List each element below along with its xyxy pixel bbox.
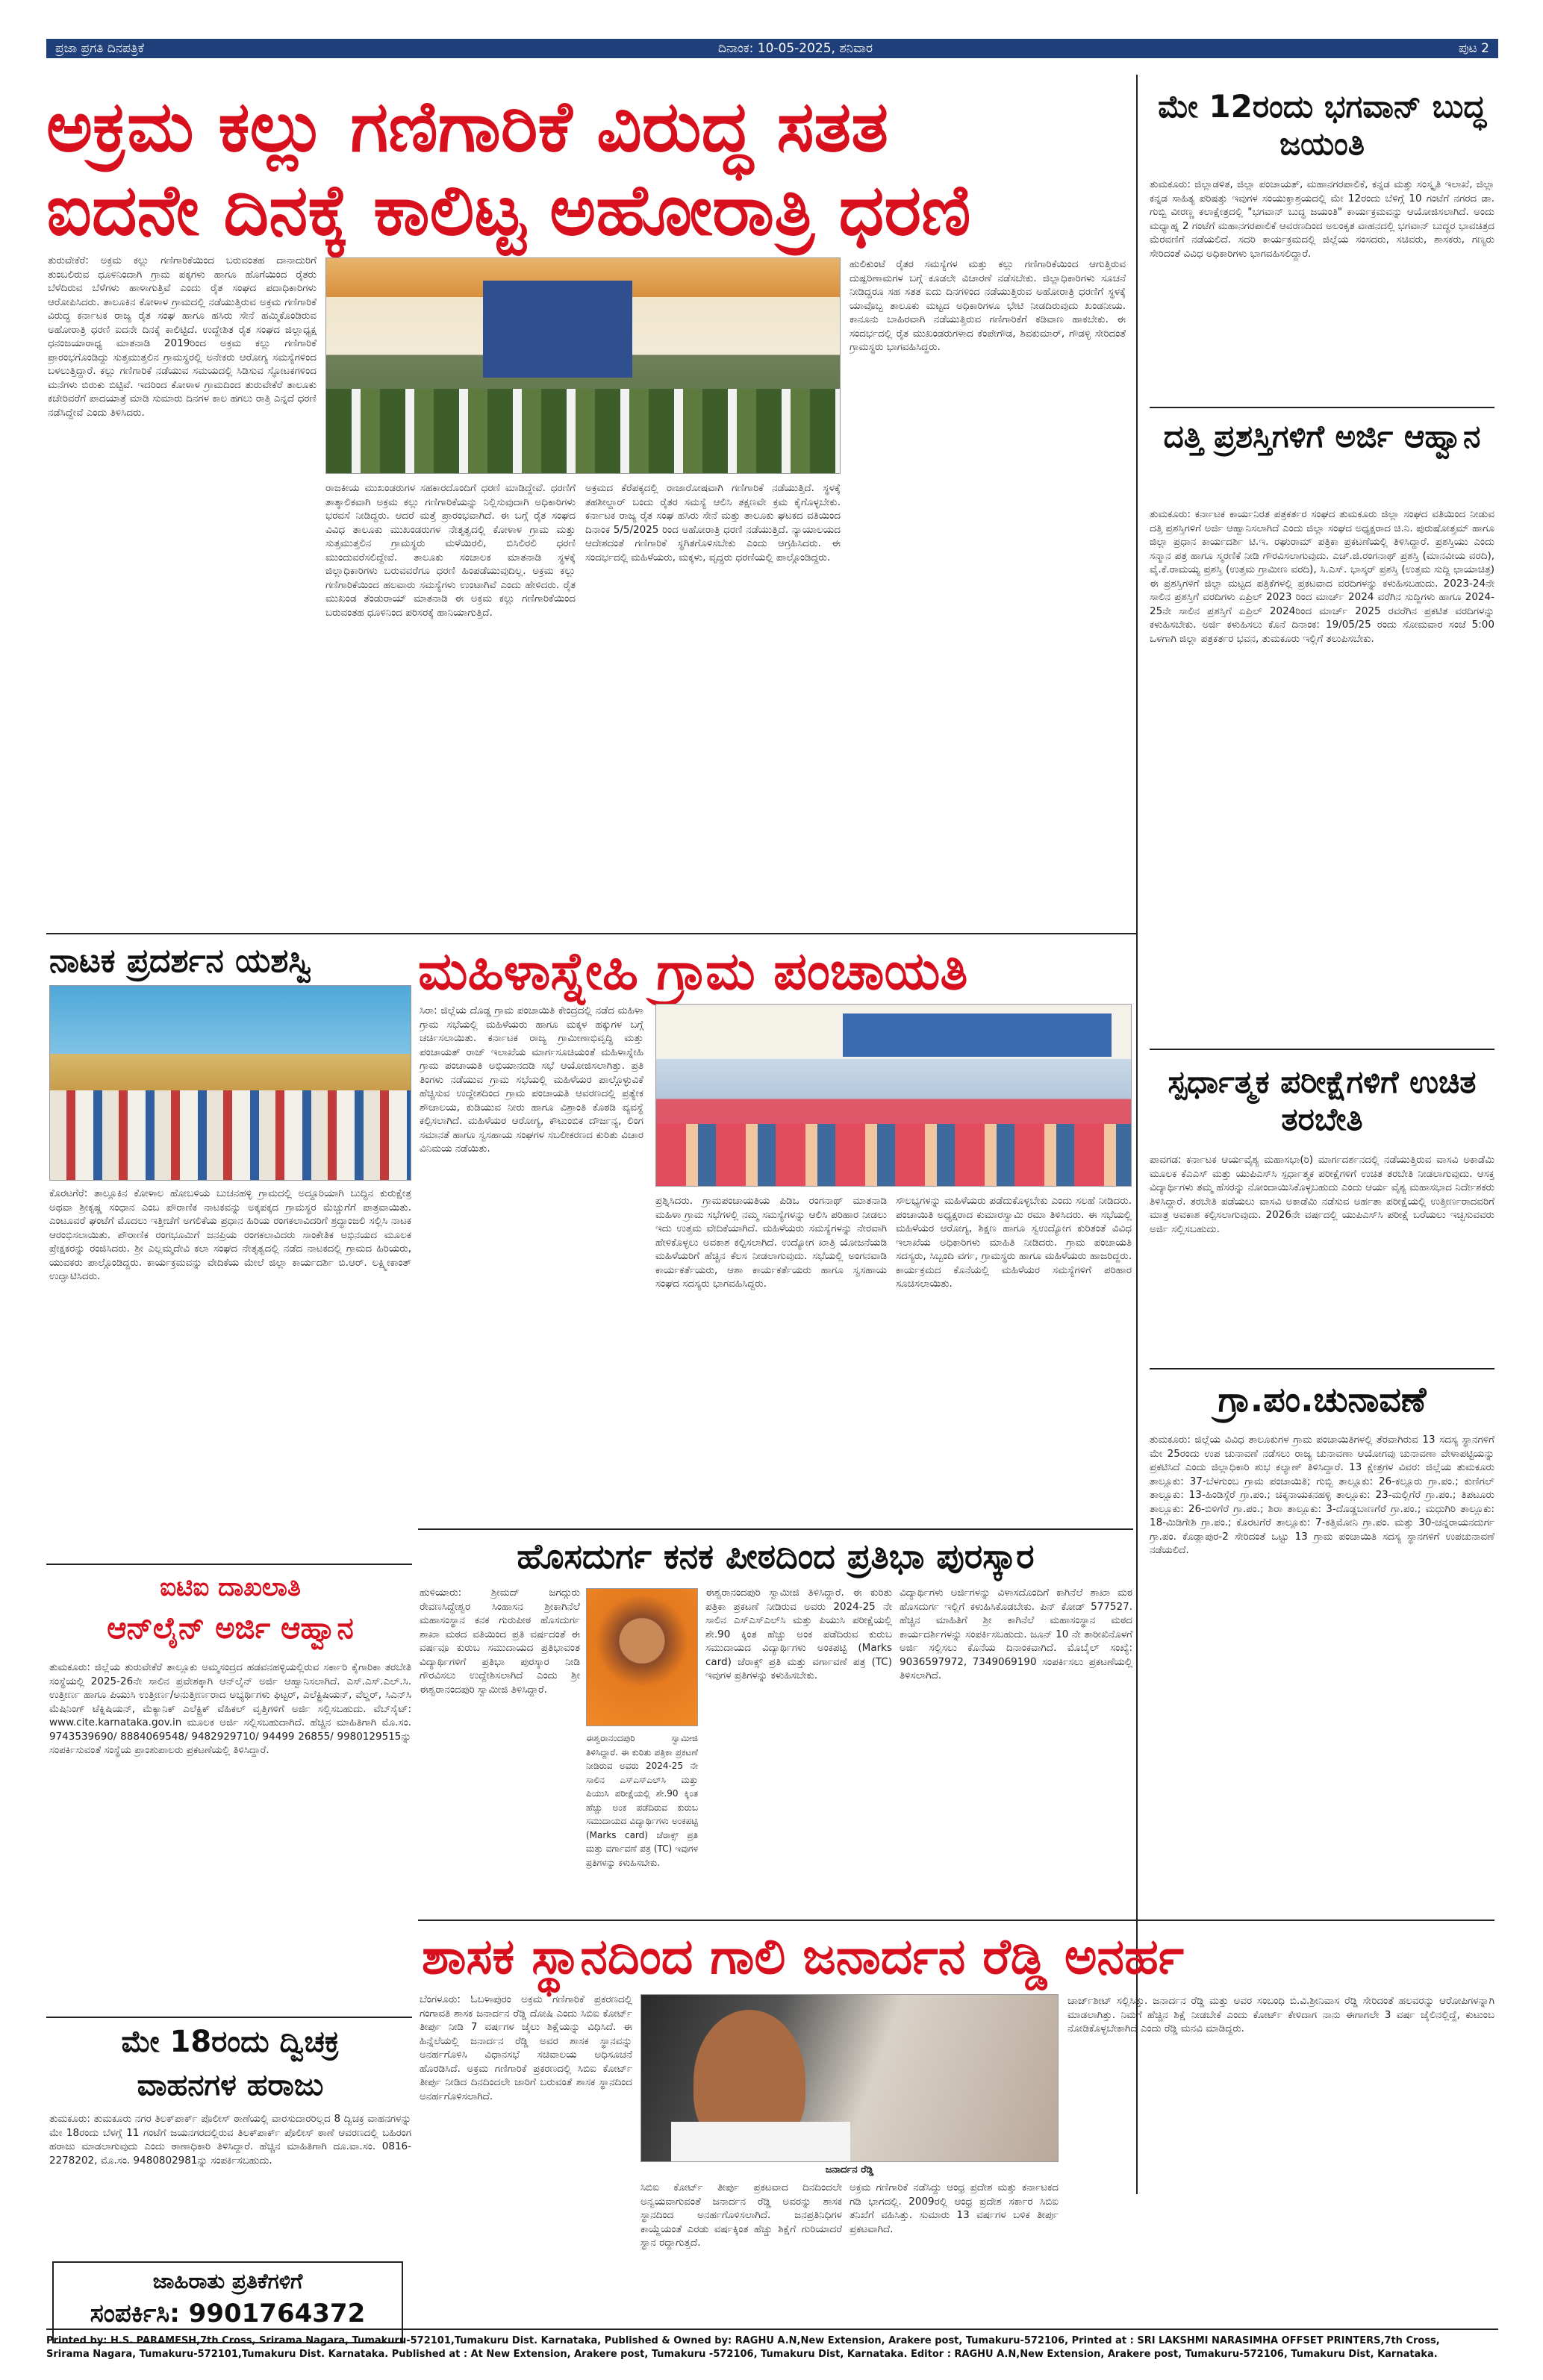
mahila-headline: ಮಹಿಳಾಸ್ನೇಹಿ ಗ್ರಾಮ ಪಂಚಾಯತಿ: [418, 940, 968, 1002]
divider: [46, 2017, 412, 2018]
imprint-line-1: Printed by: H.S. PARAMESH,7th Cross, Srirama Nagara, Tumakuru-572101,Tumakuru Dist. Karnataka, Published & Owned by: RAGHU A.N,New Extension, Arakere post, Tumakuru-572106, Printed at : SRI LAKSHMI NARASIMHA OFFSET PRINTERS,7th Cross,: [46, 2335, 1440, 2346]
reddy-article-col3: ಅಕ್ರಮ ಗಣಿಗಾರಿಕೆ ನಡೆಸಿದ್ದು ಆಂಧ್ರ ಪ್ರದೇಶ ಮತ್ತು ಕರ್ನಾಟಕದ ಗಡಿ ಭಾಗದಲ್ಲಿ. 2009ರಲ್ಲಿ ಆಂಧ್ರ ಪ್ರದೇಶ ಸರ್ಕಾರ ಸಿಬಿಐ ತನಿಖೆಗೆ ವಹಿಸಿತ್ತು. ಸುಮಾರು 13 ವರ್ಷಗಳ ಬಳಿಕ ತೀರ್ಪು ಪ್ರಕಟವಾಗಿದೆ.: [850, 2181, 1059, 2235]
kanaka-headline: ಹೊಸದುರ್ಗ ಕನಕ ಪೀಠದಿಂದ ಪ್ರತಿಭಾ ಪುರಸ್ಕಾರ: [517, 1536, 1035, 1576]
reddy-article-col2: ಸಿಬಿಐ ಕೋರ್ಟ್ ತೀರ್ಪು ಪ್ರಕಟವಾದ ದಿನದಿಂದಲೇ ಅನ್ವಯವಾಗುವಂತೆ ಜನಾರ್ದನ ರೆಡ್ಡಿ ಅವರನ್ನು ಶಾಸಕ ಸ್ಥಾನದಿಂದ ಅನರ್ಹಗೊಳಿಸಲಾಗಿದೆ. ಜನಪ್ರತಿನಿಧಿಗಳ ಕಾಯ್ದೆಯಂತೆ ಎರಡು ವರ್ಷಕ್ಕಿಂತ ಹೆಚ್ಚು ಶಿಕ್ಷೆಗೆ ಗುರಿಯಾದರೆ ಸ್ಥಾನ ರದ್ದಾಗುತ್ತದೆ.: [640, 2181, 842, 2249]
reddy-headline: ಶಾಸಕ ಸ್ಥಾನದಿಂದ ಗಾಲಿ ಜನಾರ್ದನ ರೆಡ್ಡಿ ಅನರ್ಹ: [422, 1928, 1184, 1985]
lead-headline-1: ಅಕ್ರಮ ಕಲ್ಲು ಗಣಿಗಾರಿಕೆ ವಿರುದ್ಧ ಸತತ: [46, 87, 889, 168]
page-number: ಪುಟ 2: [1458, 41, 1489, 56]
mahila-article-col3: ಸೌಲಭ್ಯಗಳನ್ನು ಮಹಿಳೆಯರು ಪಡೆದುಕೊಳ್ಳಬೇಕು ಎಂದು ಸಲಹೆ ನೀಡಿದರು. ಪಂಚಾಯಿತಿ ಅಧ್ಯಕ್ಷರಾದ ಕುಮಾರಸ್ವಾಮಿ ರಮಾ ತಿಳಿಸಿದರು. ಈ ಸಭೆಯಲ್ಲಿ ಮಹಿಳೆಯರ ಆರೋಗ್ಯ, ಶಿಕ್ಷಣ ಹಾಗೂ ಸ್ವಉದ್ಯೋಗ ಕುರಿತಂತೆ ವಿವಿಧ ಇಲಾಖೆಯ ಅಧಿಕಾರಿಗಳು ಮಾಹಿತಿ ನೀಡಿದರು. ಗ್ರಾಮ ಪಂಚಾಯತಿ ಸದಸ್ಯರು, ಸಿಬ್ಬಂದಿ ವರ್ಗ, ಗ್ರಾಮಸ್ಥರು ಹಾಗೂ ಮಹಿಳೆಯರು ಹಾಜರಿದ್ದರು. ಕಾರ್ಯಕ್ರಮದ ಕೊನೆಯಲ್ಲಿ ಮಹಿಳೆಯರ ಸಮಸ್ಯೆಗಳಿಗೆ ಪರಿಹಾರ ಸೂಚಿಸಲಾಯಿತು.: [896, 1195, 1132, 1290]
reddy-article-col4: ಚಾರ್ಜ್‌ಶೀಟ್ ಸಲ್ಲಿಸಿತ್ತು. ಜನಾರ್ದನ ರೆಡ್ಡಿ ಮತ್ತು ಅವರ ಸಂಬಂಧಿ ಬಿ.ವಿ.ಶ್ರೀನಿವಾಸ ರೆಡ್ಡಿ ಸೇರಿದಂತೆ ಹಲವರನ್ನು ಆರೋಪಿಗಳನ್ನಾಗಿ ಮಾಡಲಾಗಿತ್ತು. ನಿಮಗೆ ಹೆಚ್ಚಿನ ಶಿಕ್ಷೆ ನೀಡಬೇಕೆ ಎಂದು ಕೋರ್ಟ್ ಕೇಳಿದಾಗ ನಾನು ಈಗಾಗಲೇ 3 ವರ್ಷ ಜೈಲಿನಲ್ಲಿದ್ದೆ, ಕುಟುಂಬ ನೋಡಿಕೊಳ್ಳಬೇಕಾಗಿದೆ ಎಂದು ರೆಡ್ಡಿ ಮನವಿ ಮಾಡಿದ್ದರು.: [1067, 1995, 1494, 2034]
top-bar: [46, 39, 1498, 58]
paper-name: ಪ್ರಜಾ ಪ್ರಗತಿ ದಿನಪತ್ರಿಕೆ: [55, 41, 145, 56]
lead-article-col4: ಹುಲಿಕುಂಟೆ ರೈತರ ಸಮಸ್ಯೆಗಳ ಮತ್ತು ಕಲ್ಲು ಗಣಿಗಾರಿಕೆಯಿಂದ ಆಗುತ್ತಿರುವ ದುಷ್ಪರಿಣಾಮಗಳ ಬಗ್ಗೆ ಕೂಡಲೇ ವಿಚಾರಣೆ ನಡೆಸಬೇಕು. ಜಿಲ್ಲಾಧಿಕಾರಿಗಳು ಸೂಚನೆ ನೀಡಿದ್ದರೂ ಸಹ ಸತತ ಐದು ದಿನಗಳಿಂದ ನಡೆಯುತ್ತಿರುವ ಅಹೋರಾತ್ರಿ ಧರಣಿಗೆ ಸ್ಥಳಕ್ಕೆ ಯಾವೊಬ್ಬ ತಾಲೂಕು ಮಟ್ಟದ ಅಧಿಕಾರಿಗಳೂ ಭೇಟಿ ನೀಡದಿರುವುದು ಖಂಡನೀಯ. ಕಾನೂನು ಬಾಹಿರವಾಗಿ ನಡೆಯುತ್ತಿರುವ ಗಣಿಗಾರಿಕೆಗೆ ಕಡಿವಾಣ ಹಾಕಬೇಕು. ಈ ಸಂದರ್ಭದಲ್ಲಿ ರೈತ ಮುಖಂಡರುಗಳಾದ ಕೆಂಪೇಗೌಡ, ಶಿವಕುಮಾರ್, ಗೌಡಳ್ಳಿ ಸೇರಿದಂತೆ ಗ್ರಾಮಸ್ಥರು ಭಾಗವಹಿಸಿದ್ದರು.: [850, 258, 1126, 353]
datti-article: ತುಮಕೂರು: ಕರ್ನಾಟಕ ಕಾರ್ಯನಿರತ ಪತ್ರಕರ್ತರ ಸಂಘದ ತುಮಕೂರು ಜಿಲ್ಲಾ ಸಂಘದ ವತಿಯಿಂದ ನೀಡುವ ದತ್ತಿ ಪ್ರಶಸ್ತಿಗಳಿಗೆ ಅರ್ಜಿ ಆಹ್ವಾನಿಸಲಾಗಿದೆ ಎಂದು ಜಿಲ್ಲಾ ಸಂಘದ ಅಧ್ಯಕ್ಷರಾದ ಚಿ.ನಿ. ಪುರುಷೋತ್ತಮ್ ಹಾಗೂ ಜಿಲ್ಲಾ ಪ್ರಧಾನ ಕಾರ್ಯದರ್ಶಿ ಟಿ.ಇ. ರಘುರಾಮ್ ಪತ್ರಿಕಾ ಪ್ರಕಟಣೆಯಲ್ಲಿ ತಿಳಿಸಿದ್ದಾರೆ. ಪ್ರಶಸ್ತಿಯು ಎಂದು ಸನ್ಮಾನ ಪತ್ರ ಹಾಗೂ ಸ್ಮರಣಿಕೆ ನೀಡಿ ಗೌರವಿಸಲಾಗುವುದು. ಎಚ್.ಜಿ.ರಂಗನಾಥ್ ಪ್ರಶಸ್ತಿ (ಮಾನವೀಯ ವರದಿ), ವೈ.ಕೆ.ರಾಮಯ್ಯ ಪ್ರಶಸ್ತಿ (ಉತ್ತಮ ಗ್ರಾಮೀಣ ವರದಿ), ಸಿ.ಎಸ್. ಭಾಸ್ಕರ್ ಪ್ರಶಸ್ತಿ (ಉತ್ತಮ ಸುದ್ದಿ ಛಾಯಾಚಿತ್ರ) ಈ ಪ್ರಶಸ್ತಿಗಳಿಗೆ ಜಿಲ್ಲಾ ಮಟ್ಟದ ಪತ್ರಿಕೆಗಳಲ್ಲಿ ಪ್ರಕಟವಾದ ವರದಿಗಳನ್ನು ಕಳುಹಿಸಬಹುದು. 2023-24ನೇ ಸಾಲಿನ ಪ್ರಶಸ್ತಿಗೆ ವರದಿಗಳು ಏಪ್ರಿಲ್ 2023 ರಿಂದ ಮಾರ್ಚ್ 2024 ವರೆಗಿನ ಸುದ್ದಿಗಳು ಹಾಗೂ 2024-25ನೇ ಸಾಲಿನ ಪ್ರಶಸ್ತಿಗೆ ಏಪ್ರಿಲ್ 2024ರಿಂದ ಮಾರ್ಚ್ 2025 ರವರೆಗಿನ ಪ್ರಕಟಿತ ವರದಿಗಳನ್ನು ಕಳುಹಿಸಬೇಕು. ಅರ್ಜಿ ಕಳುಹಿಸಲು ಕೊನೆ ದಿನಾಂಕ: 19/05/25 ರಂದು ಸೋಮವಾರ ಸಂಜೆ 5:00 ಒಳಗಾಗಿ ಜಿಲ್ಲಾ ಪತ್ರಕರ್ತರ ಭವನ, ತುಮಕೂರು ಇಲ್ಲಿಗೆ ತಲುಪಿಸಬೇಕು.: [1150, 508, 1494, 645]
iti-headline-2: ಆನ್‌ಲೈನ್ ಅರ್ಜಿ ಆಹ್ವಾನ: [107, 1611, 354, 1646]
iti-headline-1: ಐಟಿಐ ದಾಖಲಾತಿ: [160, 1572, 301, 1602]
drama-article: ಕೊರಟಗೆರೆ: ತಾಲ್ಲೂಕಿನ ಕೋಳಾಲ ಹೋಬಳಿಯ ಬುಚನಹಳ್ಳಿ ಗ್ರಾಮದಲ್ಲಿ ಅದ್ದೂರಿಯಾಗಿ ಬುದ್ಧಿನ ಕುರುಕ್ಷೇತ್ರ ಅಥವಾ ಶ್ರೀಕೃಷ್ಣ ಸಂಧಾನ ಎಂಬ ಪೌರಾಣಿಕ ನಾಟಕವನ್ನು ಅಕ್ಕಪಕ್ಕದ ಗ್ರಾಮಸ್ಥರ ಮೆಚ್ಚುಗೆಗೆ ಪಾತ್ರವಾಯಿತು. ಎಂಟೂವರೆ ಘಂಟೆಗೆ ಮೊದಲು ಇತ್ತೀಚೆಗೆ ಅಗಲಿಕೆಯ ಪ್ರಧಾನ ಹಿರಿಯ ರಂಗಕಲಾವಿದರಿಗೆ ಶ್ರದ್ಧಾಂಜಲಿ ಸಲ್ಲಿಸಿ ನಾಟಕ ಆರಂಭಿಸಲಾಯಿತು. ಪೌರಾಣಿಕ ರಂಗಭೂಮಿಗೆ ಜನಪ್ರಿಯ ರಂಗಕಲಾವಿದರು ಸಾಂಕೇತಿಕ ಅಭಿನಯದ ಮೂಲಕ ಪ್ರೇಕ್ಷಕರನ್ನು ರಂಜಿಸಿದರು. ಶ್ರೀ ಎಲ್ಲಮ್ಮದೇವಿ ಕಲಾ ಸಂಘದ ನೇತೃತ್ವದಲ್ಲಿ ನಡೆದ ನಾಟಕದಲ್ಲಿ ಗ್ರಾಮದ ಹಿರಿಯರು, ಯುವಕರು ಪಾಲ್ಗೊಂಡಿದ್ದರು. ಕಾರ್ಯಕ್ರಮವನ್ನು ವೇದಿಕೆಯ ಮೇಲೆ ಜಿಲ್ಲಾ ಕಾರ್ಯದರ್ಶಿ ಬಿ.ಆರ್. ಲಕ್ಷ್ಮೀಕಾಂತ್ ಉದ್ಘಾಟಿಸಿದರು.: [49, 1187, 411, 1282]
lead-headline-2: ಐದನೇ ದಿನಕ್ಕೆ ಕಾಲಿಟ್ಟ ಅಹೋರಾತ್ರಿ ಧರಣಿ: [46, 170, 971, 252]
divider: [418, 1528, 1133, 1530]
divider: [46, 1564, 412, 1565]
swamiji-portrait: [586, 1588, 698, 1726]
divider: [1150, 1368, 1494, 1369]
buddha-article: ತುಮಕೂರು: ಜಿಲ್ಲಾಡಳಿತ, ಜಿಲ್ಲಾ ಪಂಚಾಯತ್, ಮಹಾನಗರಪಾಲಿಕೆ, ಕನ್ನಡ ಮತ್ತು ಸಂಸ್ಕೃತಿ ಇಲಾಖೆ, ಜಿಲ್ಲಾ ಕನ್ನಡ ಸಾಹಿತ್ಯ ಪರಿಷತ್ತು ಇವುಗಳ ಸಂಯುಕ್ತಾಶ್ರಯದಲ್ಲಿ ಮೇ 12ರಂದು ಬೆಳಿಗ್ಗೆ 10 ಗಂಟೆಗೆ ನಗರದ ಡಾ. ಗುಬ್ಬಿ ವೀರಣ್ಣ ಕಲಾಕ್ಷೇತ್ರದಲ್ಲಿ "ಭಗವಾನ್ ಬುದ್ಧ ಜಯಂತಿ" ಕಾರ್ಯಕ್ರಮವನ್ನು ಆಯೋಜಿಸಲಾಗಿದೆ. ಅಂದು ಮಧ್ಯಾಹ್ನ 2 ಗಂಟೆಗೆ ಮಹಾನಗರಪಾಲಿಕೆ ಆವರಣದಿಂದ ಅಲಂಕೃತ ವಾಹನದಲ್ಲಿ ಭಗವಾನ್ ಬುದ್ಧರ ಭಾವಚಿತ್ರದ ಮೆರವಣಿಗೆ ನಡೆಯಲಿದೆ. ಸದರಿ ಕಾರ್ಯಕ್ರಮದಲ್ಲಿ ಜಿಲ್ಲೆಯ ಸಂಸದರು, ಸಚಿವರು, ಶಾಸಕರು, ಗಣ್ಯರು ಸೇರಿದಂತೆ ವಿವಿಧ ಅಧಿಕಾರಿಗಳು ಭಾಗವಹಿಸಲಿದ್ದಾರೆ.: [1150, 178, 1494, 260]
auction-headline-2: ವಾಹನಗಳ ಹರಾಜು: [137, 2068, 324, 2102]
iti-article: ತುಮಕೂರು: ಜಿಲ್ಲೆಯ ತುರುವೇಕೆರೆ ತಾಲ್ಲೂಕು ಅಮ್ಮಸಂದ್ರದ ಹಡವನಹಳ್ಳಿಯಲ್ಲಿರುವ ಸರ್ಕಾರಿ ಕೈಗಾರಿಕಾ ತರಬೇತಿ ಸಂಸ್ಥೆಯಲ್ಲಿ 2025-26ನೇ ಸಾಲಿನ ಪ್ರವೇಶಕ್ಕಾಗಿ ಆನ್‌ಲೈನ್ ಅರ್ಜಿ ಆಹ್ವಾನಿಸಲಾಗಿದೆ. ಎಸ್.ಎಸ್.ಎಲ್.ಸಿ. ಉತ್ತೀರ್ಣ ಹಾಗೂ ಪಿಯುಸಿ ಉತ್ತೀರ್ಣ/ಅನುತ್ತೀರ್ಣರಾದ ಅಭ್ಯರ್ಥಿಗಳು ಫಿಟ್ಟರ್, ಎಲೆಕ್ಟ್ರಿಷಿಯನ್, ವೆಲ್ಡರ್, ಸಿಎನ್‌ಸಿ ಮೆಷಿನಿಂಗ್ ಟೆಕ್ನಿಷಿಯನ್, ಮೆಕ್ಯಾನಿಕ್ ಎಲೆಕ್ಟ್ರಿಕ್ ವೆಹಿಕಲ್ ವೃತ್ತಿಗಳಿಗೆ ಅರ್ಜಿ ಸಲ್ಲಿಸಬಹುದು. ವೆಬ್‌ಸೈಟ್: www.cite.karnataka.gov.in ಮೂಲಕ ಅರ್ಜಿ ಸಲ್ಲಿಸಬಹುದಾಗಿದೆ. ಹೆಚ್ಚಿನ ಮಾಹಿತಿಗಾಗಿ ಮೊ.ಸಂ. 9743539690/ 8884069548/ 9482929710/ 94499 26855/ 9980129515ನ್ನು ಸಂಪರ್ಕಿಸುವಂತೆ ಸಂಸ್ಥೆಯ ಪ್ರಾಂಶುಪಾಲರು ಪ್ರಕಟಣೆಯಲ್ಲಿ ತಿಳಿಸಿದ್ದಾರೆ.: [49, 1661, 411, 1756]
stage-banner: [483, 281, 632, 378]
protesters-crowd: [326, 389, 841, 474]
imprint-line-2: Srirama Nagara, Tumakuru-572101,Tumakuru Dist. Karnataka. Published at : At New Extension, Arakere post, Tumakuru -572106, Tumakuru Dist, Karnataka. Editor : RAGHU A.N,New Extension, Arakere post, Tumakuru-572106, Tumakuru Dist, Karnataka.: [46, 2349, 1438, 2360]
reddy-photo: [640, 1994, 1059, 2162]
divider: [1150, 1049, 1494, 1050]
mahila-article-col2: ಪ್ರಶ್ನಿಸಿದರು. ಗ್ರಾಮಪಂಚಾಯತಿಯ ಪಿಡಿಒ ರಂಗನಾಥ್ ಮಾತನಾಡಿ ಮಹಿಳಾ ಗ್ರಾಮ ಸಭೆಗಳಲ್ಲಿ ನಮ್ಮ ಸಮಸ್ಯೆಗಳನ್ನು ಆಲಿಸಿ ಪರಿಹಾರ ನೀಡಲು ಇದು ಉತ್ತಮ ವೇದಿಕೆಯಾಗಿದೆ. ಮಹಿಳೆಯರು ಸಮಸ್ಯೆಗಳನ್ನು ನೇರವಾಗಿ ಹೇಳಿಕೊಳ್ಳಲು ಅವಕಾಶ ಕಲ್ಪಿಸಲಾಗಿದೆ. ಉದ್ಯೋಗ ಖಾತ್ರಿ ಯೋಜನೆಯಡಿ ಮಹಿಳೆಯರಿಗೆ ಹೆಚ್ಚಿನ ಕೆಲಸ ನೀಡಲಾಗುವುದು. ಸಭೆಯಲ್ಲಿ ಅಂಗನವಾಡಿ ಕಾರ್ಯಕರ್ತೆಯರು, ಆಶಾ ಕಾರ್ಯಕರ್ತೆಯರು ಹಾಗೂ ಸ್ವಸಹಾಯ ಸಂಘದ ಸದಸ್ಯರು ಭಾಗವಹಿಸಿದ್ದರು.: [655, 1195, 887, 1290]
reddy-shirt: [671, 2122, 850, 2162]
divider: [46, 933, 1136, 934]
exam-headline: ಸ್ಪರ್ಧಾತ್ಮಕ ಪರೀಕ್ಷೆಗಳಿಗೆ ಉಚಿತ ತರಬೇತಿ: [1168, 1063, 1477, 1138]
reddy-article-col1: ಬೆಂಗಳೂರು: ಓಬಳಾಪುರಂ ಅಕ್ರಮ ಗಣಿಗಾರಿಕೆ ಪ್ರಕರಣದಲ್ಲಿ ಗಂಗಾವತಿ ಶಾಸಕ ಜನಾರ್ದನ ರೆಡ್ಡಿ ದೋಷಿ ಎಂದು ಸಿಬಿಐ ಕೋರ್ಟ್ ತೀರ್ಪು ನೀಡಿ 7 ವರ್ಷಗಳ ಜೈಲು ಶಿಕ್ಷೆಯನ್ನು ವಿಧಿಸಿದೆ. ಈ ಹಿನ್ನೆಲೆಯಲ್ಲಿ ಜನಾರ್ದನ ರೆಡ್ಡಿ ಅವರ ಶಾಸಕ ಸ್ಥಾನವನ್ನು ಅನರ್ಹಗೊಳಿಸಿ ವಿಧಾನಸಭೆ ಸಚಿವಾಲಯ ಅಧಿಸೂಚನೆ ಹೊರಡಿಸಿದೆ. ಅಕ್ರಮ ಗಣಿಗಾರಿಕೆ ಪ್ರಕರಣದಲ್ಲಿ ಸಿಬಿಐ ಕೋರ್ಟ್ ತೀರ್ಪು ನೀಡಿದ ದಿನದಿಂದಲೇ ಜಾರಿಗೆ ಬರುವಂತೆ ಶಾಸಕ ಸ್ಥಾನದಿಂದ ಅನರ್ಹಗೊಳಿಸಲಾಗಿದೆ.: [420, 1993, 632, 2102]
kanaka-article-col2: ಈಶ್ವರಾನಂದಪುರಿ ಸ್ವಾಮೀಜಿ ತಿಳಿಸಿದ್ದಾರೆ. ಈ ಕುರಿತು ಪತ್ರಿಕಾ ಪ್ರಕಟಣೆ ನೀಡಿರುವ ಅವರು 2024-25 ನೇ ಸಾಲಿನ ಎಸ್‌ಎಸ್‌ಎಲ್‌ಸಿ ಮತ್ತು ಪಿಯುಸಿ ಪರೀಕ್ಷೆಯಲ್ಲಿ ಶೇ.90 ಕ್ಕಿಂತ ಹೆಚ್ಚು ಅಂಕ ಪಡೆದಿರುವ ಕುರುಬ ಸಮುದಾಯದ ವಿದ್ಯಾರ್ಥಿಗಳು ಅಂಕಪಟ್ಟಿ (Marks card) ಜೆರಾಕ್ಸ್ ಪ್ರತಿ ಮತ್ತು ವರ್ಗಾವಣೆ ಪತ್ರ (TC) ಇವುಗಳ ಪ್ರತಿಗಳನ್ನು ಕಳುಹಿಸಬೇಕು.: [705, 1587, 892, 1681]
election-article: ತುಮಕೂರು: ಜಿಲ್ಲೆಯ ವಿವಿಧ ತಾಲೂಕುಗಳ ಗ್ರಾಮ ಪಂಚಾಯಿತಿಗಳಲ್ಲಿ ತೆರವಾಗಿರುವ 13 ಸದಸ್ಯ ಸ್ಥಾನಗಳಿಗೆ ಮೇ 25ರಂದು ಉಪ ಚುನಾವಣೆ ನಡೆಸಲು ರಾಜ್ಯ ಚುನಾವಣಾ ಆಯೋಗವು ಚುನಾವಣಾ ವೇಳಾಪಟ್ಟಿಯನ್ನು ಪ್ರಕಟಿಸಿದೆ ಎಂದು ಜಿಲ್ಲಾಧಿಕಾರಿ ಶುಭ ಕಲ್ಯಾಣ್ ತಿಳಿಸಿದ್ದಾರೆ. 13 ಕ್ಷೇತ್ರಗಳ ವಿವರ: ಜಿಲ್ಲೆಯ ತುಮಕೂರು ತಾಲ್ಲೂಕು: 37-ಬೆಳಗುಂಬ ಗ್ರಾಮ ಪಂಚಾಯಿತಿ; ಗುಬ್ಬಿ ತಾಲ್ಲೂಕು: 26-ಕಲ್ಲೂರು ಗ್ರಾ.ಪಂ.; ಕುಣಿಗಲ್ ತಾಲ್ಲೂಕು: 13-ಹಿಂಡಿಸ್ಗೆರೆ ಗ್ರಾ.ಪಂ.; ಚಿಕ್ಕನಾಯಕನಹಳ್ಳಿ ತಾಲ್ಲೂಕು: 23-ಮಲ್ಲಿಗೆರೆ ಗ್ರಾ.ಪಂ.; ತಿಪಟೂರು ತಾಲ್ಲೂಕು: 26-ಬಿಳಿಗೆರೆ ಗ್ರಾ.ಪಂ.; ಶಿರಾ ತಾಲ್ಲೂಕು: 3-ದೊಡ್ಡಬಾಣಗೆರೆ ಗ್ರಾ.ಪಂ.; ಮಧುಗಿರಿ ತಾಲ್ಲೂಕು: 18-ಮಿಡಿಗೇಶಿ ಗ್ರಾ.ಪಂ.; ಕೊರಟಗೆರೆ ತಾಲ್ಲೂಕು: 7-ಕತ್ತಿಮೋನಿ ಗ್ರಾ.ಪಂ. ಮತ್ತು 30-ಚನ್ನರಾಯನದುರ್ಗ ಗ್ರಾ.ಪಂ. ಕೊಡ್ಲಾಪುರ-2 ಸೇರಿದಂತೆ ಒಟ್ಟು 13 ಗ್ರಾಮ ಪಂಚಾಯಿತಿ ಸದಸ್ಯ ಸ್ಥಾನಗಳಿಗೆ ಉಪಚುನಾವಣೆ ನಡೆಯಲಿದೆ.: [1150, 1434, 1494, 1556]
auction-article: ತುಮಕೂರು: ತುಮಕೂರು ನಗರ ತಿಲಕ್‌ಪಾರ್ಕ್ ಪೊಲೀಸ್ ಠಾಣೆಯಲ್ಲಿ ವಾರಸುದಾರರಿಲ್ಲದ 8 ದ್ವಿಚಕ್ರ ವಾಹನಗಳನ್ನು ಮೇ 18ರಂದು ಬೆಳಗ್ಗೆ 11 ಗಂಟೆಗೆ ಜಯನಗರದಲ್ಲಿರುವ ತಿಲಕ್‌ಪಾರ್ಕ್ ಪೊಲೀಸ್ ಠಾಣೆ ಆವರಣದಲ್ಲಿ ಬಹಿರಂಗ ಹರಾಜು ಮಾಡಲಾಗುವುದು ಎಂದು ಠಾಣಾಧಿಕಾರಿ ತಿಳಿಸಿದ್ದಾರೆ. ಹೆಚ್ಚಿನ ಮಾಹಿತಿಗಾಗಿ ದೂ.ವಾ.ಸಂ. 0816-2278202, ಮೊ.ಸಂ. 9480802981ನ್ನು ಸಂಪರ್ಕಿಸಬಹುದು.: [49, 2113, 411, 2167]
women-seated: [656, 1124, 1132, 1187]
lead-article-col3: ಅಕ್ರಮದ ಕೆರೆಪಕ್ಕದಲ್ಲಿ ರಾಜಾರೋಷವಾಗಿ ಗಣಿಗಾರಿಕೆ ನಡೆಯುತ್ತಿದೆ. ಸ್ಥಳಕ್ಕೆ ತಹಶೀಲ್ದಾರ್ ಬಂದು ರೈತರ ಸಮಸ್ಯೆ ಆಲಿಸಿ ತಕ್ಷಣವೇ ಕ್ರಮ ಕೈಗೊಳ್ಳಬೇಕು. ಕರ್ನಾಟಕ ರಾಜ್ಯ ರೈತ ಸಂಘ ಹಸಿರು ಸೇನೆ ಮತ್ತು ತಾಲೂಕು ಘಟಕದ ವತಿಯಿಂದ ದಿನಾಂಕ 5/5/2025 ರಿಂದ ಅಹೋರಾತ್ರಿ ಧರಣಿ ನಡೆಯುತ್ತಿದೆ. ನ್ಯಾಯಾಲಯದ ಆದೇಶದಂತೆ ಗಣಿಗಾರಿಕೆ ಸ್ಥಗಿತಗೊಳಿಸಬೇಕು ಎಂದು ಆಗ್ರಹಿಸಿದರು. ಈ ಸಂದರ್ಭದಲ್ಲಿ ಮಹಿಳೆಯರು, ಮಕ್ಕಳು, ವೃದ್ಧರು ಧರಣಿಯಲ್ಲಿ ಪಾಲ್ಗೊಂಡಿದ್ದರು.: [585, 482, 841, 563]
datti-headline: ದತ್ತಿ ಪ್ರಶಸ್ತಿಗಳಿಗೆ ಅರ್ಜಿ ಆಹ್ವಾನ: [1163, 418, 1481, 455]
divider: [1150, 407, 1494, 408]
reddy-photo-caption: ಜನಾರ್ದನ ರೆಡ್ಡಿ: [825, 2164, 874, 2176]
exam-article: ಪಾವಗಡ: ಕರ್ನಾಟಕ ಆರ್ಯವೈಶ್ಯ ಮಹಾಸಭಾ(ರಿ) ಮಾರ್ಗದರ್ಶನದಲ್ಲಿ ನಡೆಯುತ್ತಿರುವ ವಾಸವಿ ಅಕಾಡೆಮಿ ಮೂಲಕ ಕೆಎಎಸ್ ಮತ್ತು ಯುಪಿಎಸ್‌ಸಿ ಸ್ಪರ್ಧಾತ್ಮಕ ಪರೀಕ್ಷೆಗಳಿಗೆ ಉಚಿತ ತರಬೇತಿ ನೀಡಲಾಗುವುದು. ಆಸಕ್ತ ವಿದ್ಯಾರ್ಥಿಗಳು ತಮ್ಮ ಹೆಸರನ್ನು ನೋಂದಾಯಿಸಿಕೊಳ್ಳಬಹುದು ಎಂದು ಆರ್ಯ ವೈಶ್ಯ ಮಹಾಸಭಾದ ನಿರ್ದೇಶಕರು ತಿಳಿಸಿದ್ದಾರೆ. ತರಬೇತಿ ಪಡೆಯಲು ವಾಸವಿ ಅಕಾಡೆಮಿ ನಡೆಸುವ ಅರ್ಹತಾ ಪರೀಕ್ಷೆಯಲ್ಲಿ ಉತ್ತೀರ್ಣರಾದವರಿಗೆ ಮಾತ್ರ ಅವಕಾಶ ಕಲ್ಪಿಸಲಾಗುವುದು. 2026ನೇ ವರ್ಷದಲ್ಲಿ ಯುಪಿಎಸ್‌ಸಿ ಪರೀಕ್ಷೆ ಬರೆಯಲು ಇಚ್ಛಿಸುವವರು ಅರ್ಜಿ ಸಲ್ಲಿಸಬಹುದು.: [1150, 1154, 1494, 1235]
issue-date: ದಿನಾಂಕ: 10-05-2025, ಶನಿವಾರ: [718, 41, 873, 56]
column-divider: [1136, 75, 1138, 2194]
ad-box: [52, 2261, 403, 2343]
kanaka-article-col2b: ಈಶ್ವರಾನಂದಪುರಿ ಸ್ವಾಮೀಜಿ ತಿಳಿಸಿದ್ದಾರೆ. ಈ ಕುರಿತು ಪತ್ರಿಕಾ ಪ್ರಕಟಣೆ ನೀಡಿರುವ ಅವರು 2024-25 ನೇ ಸಾಲಿನ ಎಸ್‌ಎಸ್‌ಎಲ್‌ಸಿ ಮತ್ತು ಪಿಯುಸಿ ಪರೀಕ್ಷೆಯಲ್ಲಿ ಶೇ.90 ಕ್ಕಿಂತ ಹೆಚ್ಚು ಅಂಕ ಪಡೆದಿರುವ ಕುರುಬ ಸಮುದಾಯದ ವಿದ್ಯಾರ್ಥಿಗಳು ಅಂಕಪಟ್ಟಿ (Marks card) ಜೆರಾಕ್ಸ್ ಪ್ರತಿ ಮತ್ತು ವರ್ಗಾವಣೆ ಪತ್ರ (TC) ಇವುಗಳ ಪ್ರತಿಗಳನ್ನು ಕಳುಹಿಸಬೇಕು.: [586, 1733, 698, 1868]
lead-article-col2: ರಾಜಕೀಯ ಮುಖಂಡರುಗಳ ಸಹಕಾರದೊಂದಿಗೆ ಧರಣಿ ಮಾಡಿದ್ದೇವೆ. ಧರಣಿಗೆ ತಾತ್ಕಾಲಿಕವಾಗಿ ಅಕ್ರಮ ಕಲ್ಲು ಗಣಿಗಾರಿಕೆಯನ್ನು ನಿಲ್ಲಿಸುವುದಾಗಿ ಅಧಿಕಾರಿಗಳು ಭರವಸೆ ನೀಡಿದ್ದರು. ಆದರೆ ಮತ್ತೆ ಪ್ರಾರಂಭವಾಗಿದೆ. ಈ ಬಗ್ಗೆ ರೈತ ಸಂಘದ ವಿವಿಧ ತಾಲೂಕು ಮುಖಂಡರುಗಳ ನೇತೃತ್ವದಲ್ಲಿ ಕೋಳಾಳ ಗ್ರಾಮ ಮತ್ತು ಸುತ್ತಮುತ್ತಲಿನ ಗ್ರಾಮಸ್ಥರು ಮಳೆಯಿರಲಿ, ಬಿಸಿಲಿರಲಿ ಧರಣಿ ಮುಂದುವರೆಸಲಿದ್ದೇವೆ. ತಾಲೂಕು ಸಂಚಾಲಕ ಮಾತನಾಡಿ ಸ್ಥಳಕ್ಕೆ ಜಿಲ್ಲಾಧಿಕಾರಿಗಳು ಬರುವವರೆಗೂ ಧರಣಿ ಹಿಂಪಡೆಯುವುದಿಲ್ಲ. ಅಕ್ರಮ ಕಲ್ಲು ಗಣಿಗಾರಿಕೆಯಿಂದ ಹಲವಾರು ಸಮಸ್ಯೆಗಳು ಉಂಟಾಗಿವೆ ಎಂದು ಹೇಳಿದರು. ರೈತ ಮುಖಂಡ ತೆಂಡುರಾಯ್ ಮಾತನಾಡಿ ಈ ಅಕ್ರಮ ಕಲ್ಲು ಗಣಿಗಾರಿಕೆಯಿಂದ ಬರುವಂತಹ ಧೂಳಿನಿಂದ ಪರಿಸರಕ್ಕೆ ಹಾನಿಯಾಗುತ್ತಿದೆ.: [325, 482, 576, 619]
mahila-meeting-photo: [655, 1004, 1132, 1187]
buddha-headline: ಮೇ 12ರಂದು ಭಗವಾನ್ ಬುದ್ಧ ಜಯಂತಿ: [1158, 88, 1486, 163]
drama-headline: ನಾಟಕ ಪ್ರದರ್ಶನ ಯಶಸ್ವಿ: [49, 942, 312, 980]
ad-line-1: ಜಾಹಿರಾತು ಪ್ರತಿಕೆಗಳಿಗೆ: [152, 2269, 303, 2293]
divider: [418, 1920, 1494, 1921]
election-headline: ಗ್ರಾ.ಪಂ.ಚುನಾವಣೆ: [1218, 1379, 1427, 1419]
artists-group: [50, 1090, 411, 1181]
footer-rule: [46, 2329, 1498, 2330]
dharani-protest-photo: [325, 257, 841, 474]
auction-headline-1: ಮೇ 18ರಂದು ದ್ವಿಚಕ್ರ: [121, 2025, 340, 2059]
mahila-article-col1: ಸಿರಾ: ಜಿಲ್ಲೆಯ ದೊಡ್ಡ ಗ್ರಾಮ ಪಂಚಾಯಿತಿ ಕೇಂದ್ರದಲ್ಲಿ ನಡೆದ ಮಹಿಳಾ ಗ್ರಾಮ ಸಭೆಯಲ್ಲಿ ಮಹಿಳೆಯರು ಹಾಗೂ ಮಕ್ಕಳ ಹಕ್ಕುಗಳ ಬಗ್ಗೆ ಚರ್ಚಿಸಲಾಯಿತು. ಕರ್ನಾಟಕ ರಾಜ್ಯ ಗ್ರಾಮೀಣಾಭಿವೃದ್ಧಿ ಮತ್ತು ಪಂಚಾಯತ್ ರಾಜ್ ಇಲಾಖೆಯ ಮಾರ್ಗಸೂಚಿಯಂತೆ ಮಹಿಳಾಸ್ನೇಹಿ ಗ್ರಾಮ ಪಂಚಾಯತಿ ಅಭಿಯಾನದಡಿ ಸಭೆ ಆಯೋಜಿಸಲಾಗಿತ್ತು. ಪ್ರತಿ ತಿಂಗಳು ನಡೆಯುವ ಗ್ರಾಮ ಸಭೆಯಲ್ಲಿ ಮಹಿಳೆಯರ ಪಾಲ್ಗೊಳ್ಳುವಿಕೆ ಹೆಚ್ಚಿಸುವ ಉದ್ದೇಶದಿಂದ ಗ್ರಾಮ ಪಂಚಾಯತಿ ಆವರಣದಲ್ಲಿ ಪ್ರತ್ಯೇಕ ಶೌಚಾಲಯ, ಕುಡಿಯುವ ನೀರು ಹಾಗೂ ವಿಶ್ರಾಂತಿ ಕೊಠಡಿ ವ್ಯವಸ್ಥೆ ಕಲ್ಪಿಸಲಾಗಿದೆ. ಮಹಿಳೆಯರ ಆರೋಗ್ಯ, ಕೌಟುಂಬಿಕ ದೌರ್ಜನ್ಯ, ಲಿಂಗ ಸಮಾನತೆ ಹಾಗೂ ಸ್ವಸಹಾಯ ಸಂಘಗಳ ಸಬಲೀಕರಣದ ಕುರಿತು ವಿಚಾರ ವಿನಿಮಯ ನಡೆಯಿತು.: [420, 1005, 643, 1155]
drama-stage-photo: [49, 985, 411, 1181]
lead-article-col1: ತುರುವೇಕೆರೆ: ಅಕ್ರಮ ಕಲ್ಲು ಗಣಿಗಾರಿಕೆಯಿಂದ ಬರುವಂತಹ ದಾನಾದುರಿಗೆ ತುಂಬಲಿರುವ ಧೂಳಿನಿಂದಾಗಿ ಗ್ರಾಮ ಪಕ್ಕಗಳು ಹಾಗೂ ಹೊಗೆಯಿಂದ ರೈತರು ಬೆಳೆದಿರುವ ಬೆಳೆಗಳು ಹಾಳಾಗುತ್ತಿವೆ ಎಂದು ರೈತ ಸಂಘದ ಪದಾಧಿಕಾರಿಗಳು ಆರೋಪಿಸಿದರು. ತಾಲೂಕಿನ ಕೋಳಾಳ ಗ್ರಾಮದಲ್ಲಿ ನಡೆಯುತ್ತಿರುವ ಅಕ್ರಮ ಗಣಿಗಾರಿಕೆ ವಿರುದ್ಧ ಕರ್ನಾಟಕ ರಾಜ್ಯ ರೈತ ಸಂಘ ಹಾಗೂ ಹಸಿರು ಸೇನೆ ಹಮ್ಮಿಕೊಂಡಿರುವ ಅಹೋರಾತ್ರಿ ಧರಣಿ ಐದನೇ ದಿನಕ್ಕೆ ಕಾಲಿಟ್ಟಿದೆ. ಉದ್ದೇಶಿತ ರೈತ ಸಂಘದ ಜಿಲ್ಲಾಧ್ಯಕ್ಷ ಧನಂಜಯಾರಾಧ್ಯ ಮಾತನಾಡಿ 2019ರಿಂದ ಅಕ್ರಮ ಕಲ್ಲು ಗಣಿಗಾರಿಕೆ ಪ್ರಾರಂಭಗೊಂಡಿದ್ದು ಸುತ್ತಮುತ್ತಲಿನ ಗ್ರಾಮಸ್ಥರಲ್ಲಿ ಅನೇಕರು ಆರೋಗ್ಯ ಸಮಸ್ಯೆಗಳಿಂದ ಬಳಲುತ್ತಿದ್ದಾರೆ. ಕಲ್ಲು ಗಣಿಗಾರಿಕೆ ನಡೆಯುವ ಸಮಯದಲ್ಲಿ ಸಿಡಿಸುವ ಸ್ಫೋಟಕಗಳಿಂದ ಮನೆಗಳು ಬಿರುಕು ಬಿಟ್ಟಿವೆ. ಇದರಿಂದ ಕೋಳಾಳ ಗ್ರಾಮದಿಂದ ತುರುವೇಕೆರೆ ತಾಲೂಕು ಕಚೇರಿವರೆಗೆ ಪಾದಯಾತ್ರೆ ಮಾಡಿ ಸುಮಾರು ದಿನಗಳ ಕಾಲ ಹಗಲು ರಾತ್ರಿ ಎನ್ನದೆ ಧರಣಿ ನಡೆಸಿದ್ದೇವೆ ಎಂದು ತಿಳಿಸಿದರು.: [48, 254, 317, 419]
ad-phone: ಸಂಪರ್ಕಿಸಿ: 9901764372: [90, 2299, 366, 2329]
kanaka-article-col3: ವಿದ್ಯಾರ್ಥಿಗಳು ಅರ್ಜಿಗಳನ್ನು ವಿಳಾಸದೊಂದಿಗೆ ಕಾಗಿನೆಲೆ ಶಾಖಾ ಮಠ ಹೊಸದುರ್ಗ ಇಲ್ಲಿಗೆ ಕಳುಹಿಸಿಕೊಡಬೇಕು. ಪಿನ್ ಕೋಡ್ 577527. ಹೆಚ್ಚಿನ ಮಾಹಿತಿಗೆ ಶ್ರೀ ಕಾಗಿನೆಲೆ ಮಹಾಸಂಸ್ಥಾನ ಮಠದ ಕಾರ್ಯದರ್ಶಿಗಳನ್ನು ಸಂಪರ್ಕಿಸಬಹುದು. ಜೂನ್ 10 ನೇ ತಾರೀಖಿನೊಳಗೆ ಅರ್ಜಿ ಸಲ್ಲಿಸಲು ಕೊನೆಯ ದಿನಾಂಕವಾಗಿದೆ. ಮೊಬೈಲ್ ಸಂಖ್ಯೆ: 9036597972, 7349069190 ಸಂಪರ್ಕಿಸಲು ಪ್ರಕಟಣೆಯಲ್ಲಿ ತಿಳಿಸಲಾಗಿದೆ.: [900, 1587, 1132, 1681]
meeting-banner: [843, 1013, 1112, 1057]
kanaka-article-col1: ಹುಳಿಯಾರು: ಶ್ರೀಮದ್ ಜಗದ್ಗುರು ರೇವಣಸಿದ್ಧೇಶ್ವರ ಸಿಂಹಾಸನ ಶ್ರೀಕಾಗಿನೆಲೆ ಮಹಾಸಂಸ್ಥಾನ ಕನಕ ಗುರುಪೀಠ ಹೊಸದುರ್ಗ ಶಾಖಾ ಮಠದ ವತಿಯಿಂದ ಪ್ರತಿ ವರ್ಷದಂತೆ ಈ ವರ್ಷವೂ ಕುರುಬ ಸಮುದಾಯದ ಪ್ರತಿಭಾವಂತ ವಿದ್ಯಾರ್ಥಿಗಳಿಗೆ ಪ್ರತಿಭಾ ಪುರಸ್ಕಾರ ನೀಡಿ ಗೌರವಿಸಲು ಉದ್ದೇಶಿಸಲಾಗಿದೆ ಎಂದು ಶ್ರೀ ಈಶ್ವರಾನಂದಪುರಿ ಸ್ವಾಮೀಜಿ ತಿಳಿಸಿದ್ದಾರೆ.: [420, 1587, 580, 1696]
